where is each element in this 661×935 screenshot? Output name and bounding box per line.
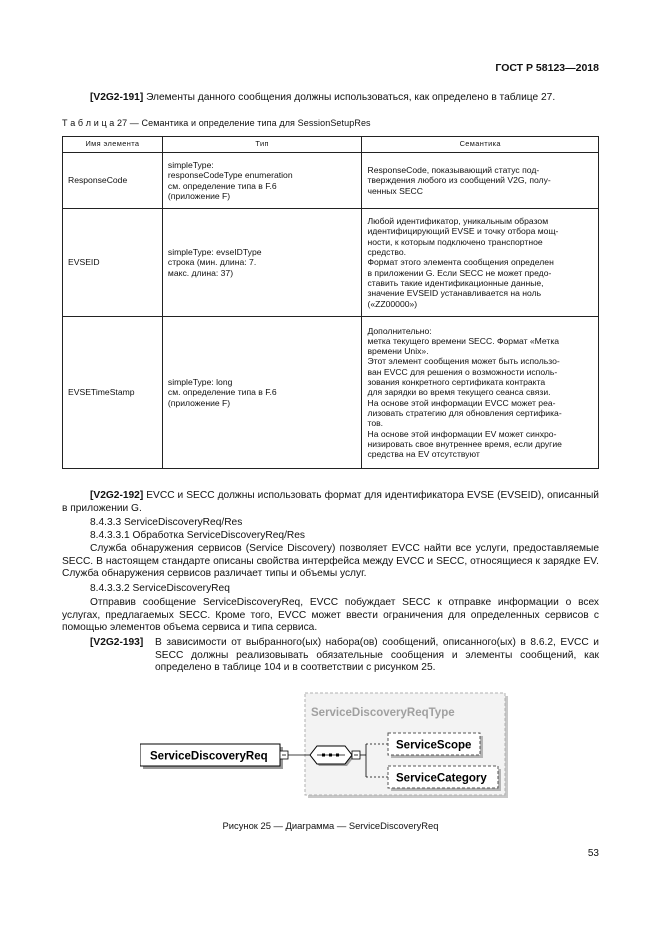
semantics-table bbox=[62, 136, 599, 469]
semantics-line: Любой идентификатор, уникальным образом bbox=[367, 216, 549, 227]
cell-type bbox=[162, 153, 362, 209]
paragraph-v2g2-192 bbox=[62, 490, 599, 515]
intro-text: Элементы данного сообщения должны использоваться, как определено в таблице 27. bbox=[143, 92, 556, 103]
cell-name: ResponseCode bbox=[63, 153, 163, 209]
semantics-line: Дополнительно: bbox=[367, 325, 432, 336]
cell-type bbox=[162, 317, 362, 469]
semantics-line: («ZZ00000») bbox=[367, 298, 418, 309]
semantics-line: Формат этого элемента сообщения определен bbox=[367, 257, 554, 268]
type-line: см. определение типа в F.6 bbox=[167, 387, 277, 398]
type-line: (приложение F) bbox=[167, 190, 231, 201]
semantics-line: ченных SECC bbox=[367, 185, 423, 196]
type-line: макс. длина: 37) bbox=[167, 267, 234, 278]
diagram-type-name: ServiceDiscoveryReqType bbox=[311, 707, 455, 719]
col-header-name: Имя элемента bbox=[63, 137, 163, 153]
semantics-line: времени Unix». bbox=[367, 346, 429, 357]
semantics-line: средства на EV отсутствуют bbox=[367, 449, 480, 460]
page-number: 53 bbox=[587, 848, 599, 859]
semantics-line: лизовать стратегию для обновления сертифика- bbox=[367, 407, 562, 418]
paragraph-text: EVCC и SECC должны использовать формат для идентификатора EVSE (EVSEID), описанный в приложении G. bbox=[62, 490, 599, 514]
table-row bbox=[63, 317, 599, 469]
type-line: simpleType: evseIDType bbox=[167, 247, 262, 258]
diagram-root-element: ServiceDiscoveryReq bbox=[150, 750, 268, 763]
semantics-line: в приложении G. Если SECC не может предо- bbox=[367, 267, 552, 278]
semantics-line: ResponseCode, показывающий статус под- bbox=[367, 165, 540, 176]
semantics-line: тов. bbox=[367, 418, 384, 429]
type-line: responseCodeType enumeration bbox=[167, 170, 293, 181]
section-heading-84331: 8.4.3.3.1 Обработка ServiceDiscoveryReq/Res bbox=[90, 530, 306, 541]
cell-name: EVSETimeStamp bbox=[63, 317, 163, 469]
document-header: ГОСТ Р 58123—2018 bbox=[495, 62, 599, 74]
cell-semantics bbox=[362, 209, 599, 317]
intro-paragraph bbox=[62, 92, 599, 105]
diagram-child-element: ServiceScope bbox=[396, 739, 472, 752]
table-caption: Т а б л и ц а 27 — Семантика и определение типа для SessionSetupRes bbox=[62, 118, 371, 128]
section-heading-84332: 8.4.3.3.2 ServiceDiscoveryReq bbox=[90, 583, 230, 594]
cell-semantics bbox=[362, 153, 599, 209]
type-line: см. определение типа в F.6 bbox=[167, 180, 277, 191]
type-line: строка (мин. длина: 7. bbox=[167, 257, 257, 268]
requirement-tag: [V2G2-192] bbox=[90, 490, 144, 501]
cell-semantics bbox=[362, 317, 599, 469]
semantics-line: низировать свое внутреннее время, если другие bbox=[367, 438, 562, 449]
semantics-line: ности, к которым подключено транспортное bbox=[367, 236, 543, 247]
diagram-child-element: ServiceCategory bbox=[396, 772, 487, 785]
type-line: simpleType: bbox=[167, 159, 214, 170]
paragraph-v2g2-193: В зависимости от выбранного(ых) набора(ов) сообщений, описанного(ых) в 8.6.2, EVCC и SECC должны реализовывать обязательные сообщения и элементы сообщений, как определено в таблице 104 и в соответствии с рисунком 25. bbox=[155, 637, 599, 674]
paragraph-servicediscoveryreq: Отправив сообщение ServiceDiscoveryReq, EVCC побуждает SECC к отправке информации о всех услугах, предлагаемых SECC. Кроме того, EVCC может ввести ограничения для определенных сервисов с помощью элементов объема сервиса и типа сервиса. bbox=[62, 597, 599, 634]
table-row bbox=[63, 153, 599, 209]
col-header-semantics: Семантика bbox=[362, 137, 599, 153]
semantics-line: метка текущего времени SECC. Формат «Метка bbox=[367, 335, 560, 346]
figure-caption: Рисунок 25 — Диаграмма — ServiceDiscoveryReq bbox=[222, 820, 439, 831]
semantics-line: тверждения любого из сообщений V2G, полу- bbox=[367, 175, 551, 186]
semantics-line: для зарядки во время текущего сеанса связи. bbox=[367, 387, 551, 398]
section-heading-8433: 8.4.3.3 ServiceDiscoveryReq/Res bbox=[90, 517, 243, 528]
col-header-type: Тип bbox=[162, 137, 362, 153]
semantics-line: ван EVCC для решения о возможности исполь- bbox=[367, 366, 558, 377]
semantics-line: На основе этой информации EV может синхро- bbox=[367, 428, 557, 439]
semantics-line: ставить такие идентификационные данные, bbox=[367, 277, 544, 288]
table-header-row bbox=[63, 137, 599, 153]
paragraph-service-discovery: Служба обнаружения сервисов (Service Discovery) позволяет EVCC найти все услуги, предоставляемые SECC. В настоящем стандарте описаны свойства интерфейса между EVCC и SECC, относящиеся к зарядке EV. Служба обнаружения сервисов различает типы и объемы услуг. bbox=[62, 543, 599, 580]
requirement-tag: [V2G2-191] bbox=[90, 92, 144, 103]
xml-schema-diagram bbox=[140, 690, 520, 810]
semantics-line: зования конкретного сертификата контракта bbox=[367, 377, 546, 388]
semantics-line: средство. bbox=[367, 247, 407, 258]
semantics-line: На основе этой информации EVCC может реа- bbox=[367, 397, 556, 408]
requirement-tag: [V2G2-193] bbox=[90, 637, 144, 648]
table-row bbox=[63, 209, 599, 317]
cell-name: EVSEID bbox=[63, 209, 163, 317]
cell-type bbox=[162, 209, 362, 317]
semantics-line: значение EVSEID устанавливается на ноль bbox=[367, 288, 542, 299]
semantics-line: идентифицирующий EVSE и точку отбора мощ- bbox=[367, 226, 559, 237]
semantics-line: Этот элемент сообщения может быть использо- bbox=[367, 356, 560, 367]
type-line: simpleType: long bbox=[167, 377, 233, 388]
type-line: (приложение F) bbox=[167, 397, 231, 408]
